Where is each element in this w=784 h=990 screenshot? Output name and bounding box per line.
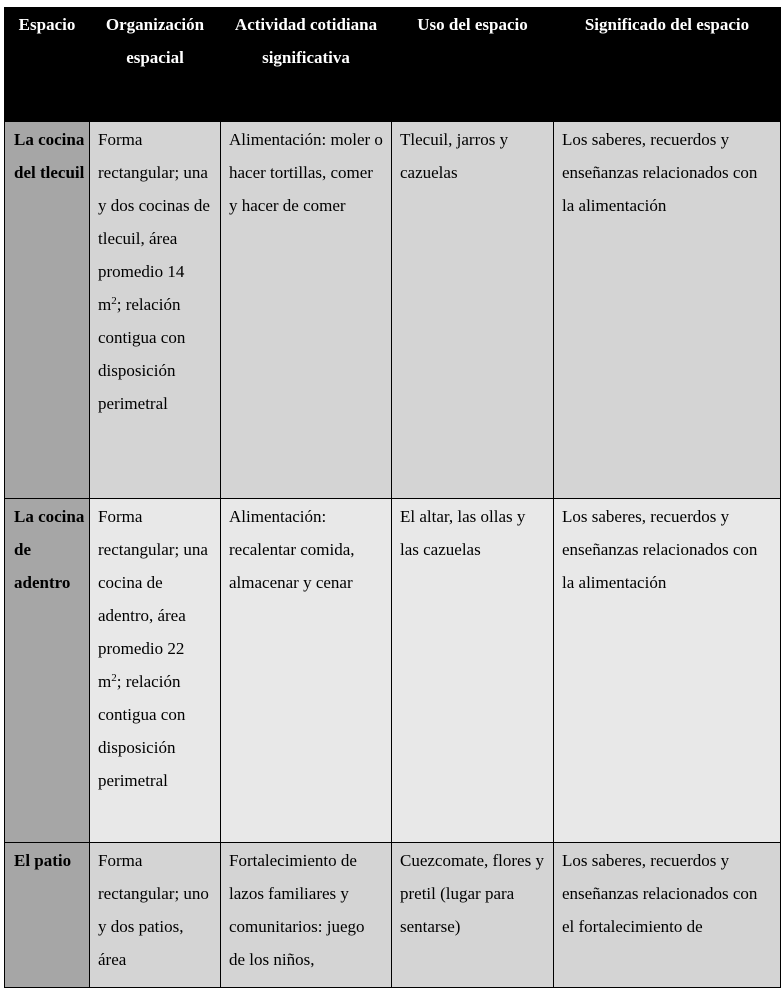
cell-significado: Los saberes, recuerdos y enseñanzas relacionados con la alimentación — [554, 122, 781, 499]
header-row — [5, 8, 781, 122]
header-significado: Significado del espacio — [554, 8, 781, 122]
table-row — [5, 499, 781, 843]
table-row — [5, 122, 781, 499]
header-uso: Uso del espacio — [392, 8, 554, 122]
superscript: 2 — [111, 295, 117, 307]
cell-significado: Los saberes, recuerdos y enseñanzas relacionados con la alimentación — [554, 499, 781, 843]
header-organizacion: Organización espacial — [90, 8, 221, 122]
cell-organizacion — [90, 122, 221, 499]
cell-uso: Cuezcomate, flores y pretil (lugar para sentarse) — [392, 843, 554, 988]
cell-actividad: Alimentación: recalentar comida, almacenar y cenar — [221, 499, 392, 843]
spaces-table — [4, 7, 781, 988]
table-row — [5, 843, 781, 988]
organizacion-text-cont: ; relación contigua con disposición perimetral — [98, 672, 186, 790]
cell-espacio: El patio — [5, 843, 90, 988]
organizacion-text: Forma rectangular; una y dos cocinas de tlecuil, área promedio 14 m — [98, 130, 210, 314]
cell-uso: El altar, las ollas y las cazuelas — [392, 499, 554, 843]
organizacion-text: Forma rectangular; uno y dos patios, área — [98, 851, 209, 969]
cell-espacio: La cocina de adentro — [5, 499, 90, 843]
cell-organizacion — [90, 499, 221, 843]
cell-organizacion — [90, 843, 221, 988]
superscript: 2 — [111, 672, 117, 684]
cell-espacio: La cocina del tlecuil — [5, 122, 90, 499]
header-actividad: Actividad cotidiana significativa — [221, 8, 392, 122]
cell-uso: Tlecuil, jarros y cazuelas — [392, 122, 554, 499]
cell-significado: Los saberes, recuerdos y enseñanzas relacionados con el fortalecimiento de — [554, 843, 781, 988]
organizacion-text: Forma rectangular; una cocina de adentro, área promedio 22 m — [98, 507, 208, 691]
cell-actividad: Alimentación: moler o hacer tortillas, comer y hacer de comer — [221, 122, 392, 499]
cell-actividad: Fortalecimiento de lazos familiares y comunitarios: juego de los niños, — [221, 843, 392, 988]
header-espacio: Espacio — [5, 8, 90, 122]
organizacion-text-cont: ; relación contigua con disposición perimetral — [98, 295, 186, 413]
